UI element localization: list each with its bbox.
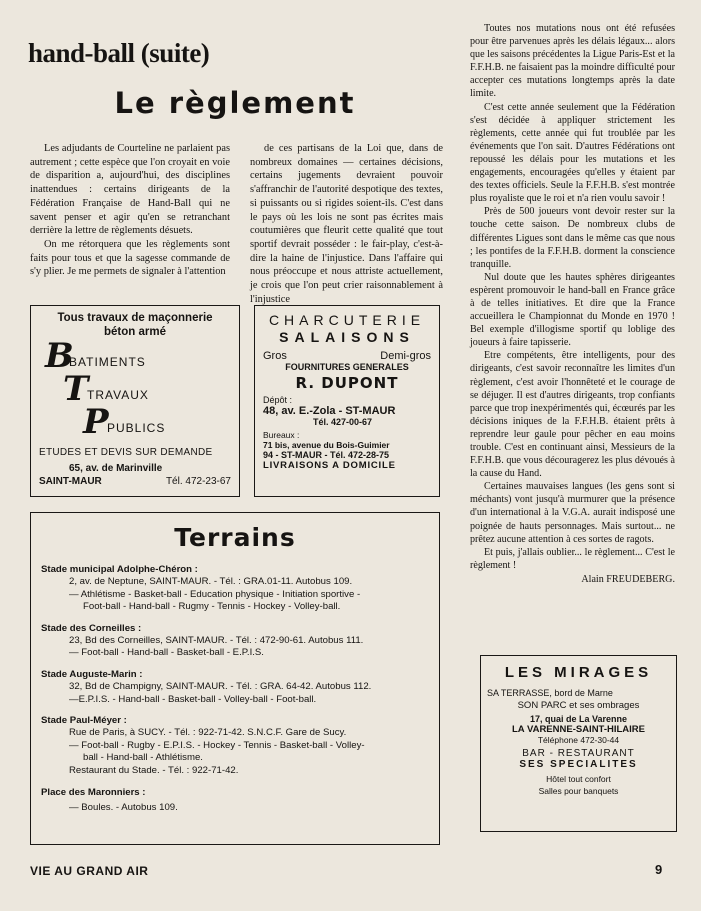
stade-line: 32, Bd de Champigny, SAINT-MAUR. - Tél. : GRA. 64-42. Autobus 112. [69,680,372,692]
ad-mirages-line: SES SPECIALITES [519,759,638,770]
ad-charcuterie-depot-label: Dépôt : [263,395,293,405]
ad-maconnerie-address: 65, av. de Marinville [69,463,163,474]
footer-magazine: VIE AU GRAND AIR [30,864,149,878]
ad-charcuterie-bureaux-line2: 94 - ST-MAUR - Tél. 472-28-75 [263,450,390,460]
ad-charcuterie-livraisons: LIVRAISONS A DOMICILE [263,460,396,471]
btp-letter: P [83,402,109,442]
ad-mirages-line: 17, quai de La Varenne [529,714,628,724]
ad-charcuterie-gros-row [263,350,431,362]
btp-row-travaux [39,369,231,409]
stade-entry [41,563,429,614]
footer-page-number: 9 [655,862,663,877]
stade-entry [41,668,429,706]
ad-charcuterie-depot-address: 48, av. E.-Zola - ST-MAUR [263,405,396,417]
stade-entry [41,714,429,777]
ad-maconnerie-contact [39,476,231,487]
ad-maconnerie-devis: ETUDES ET DEVIS SUR DEMANDE [39,447,213,458]
ad-charcuterie-depot-phone: Tél. 427-00-67 [313,417,373,427]
btp-letter: T [63,369,89,409]
btp-row-publics [39,402,231,442]
ad-les-mirages [480,655,677,832]
ad-charcuterie-title1: CHARCUTERIE [268,312,426,328]
article-paragraph: Les adjudants de Courteline ne parlaient pas autrement ; cette espèce que l'on croyait en voie de disparition a, aujourd'hui, des disciplines inattendues : certains dirigeants de la Fédération Française de Hand-Ball qui ne savent penser et agir qu'en se retranchant derrière la lettre de règlements désuets. [30,143,230,237]
ad-mirages-line: Téléphone 472-30-44 [537,735,620,745]
article-column-1 [30,142,230,279]
stade-entry [41,622,429,660]
stade-line: — Boules. - Autobus 109. [69,801,178,813]
stade-line: —E.P.I.S. - Hand-ball - Basket-ball - Volley-ball - Foot-ball. [69,693,317,705]
stade-name: Place des Maronniers : [41,786,146,798]
btp-word: TRAVAUX [87,388,149,402]
article-paragraph: On me rétorquera que les règlements sont faits pour tous et que la sagesse commande de s'y plier. Je me permets de signaler à l'attention [30,238,230,278]
article-paragraph: Et puis, j'allais oublier... le règlement... C'est le règlement ! [470,546,675,571]
stade-line: Rue de Paris, à SUCY. - Tél. : 922-71-42. S.N.C.F. Gare de Sucy. [69,727,347,739]
btp-word: PUBLICS [107,421,166,435]
stade-line: ball - Hand-ball - Athlétisme. [83,752,203,764]
article-signature: Alain FREUDEBERG. [581,573,675,585]
section-title: hand-ball (suite) [28,38,210,68]
ad-mirages-line: LA VARENNE-SAINT-HILAIRE [512,724,645,735]
stade-line: Foot-ball - Hand-ball - Rugmy - Tennis - Hockey - Volley-ball. [83,601,341,613]
stade-name: Stade municipal Adolphe-Chéron : [41,564,198,575]
ad-charcuterie [254,305,440,497]
ad-maconnerie-line1: Tous travaux de maçonnerie [57,312,213,324]
btp-word: BATIMENTS [69,355,146,369]
ad-mirages-title: LES MIRAGES [504,664,653,681]
ad-maconnerie [30,305,240,497]
ad-maconnerie-city: SAINT-MAUR [39,476,102,487]
ad-charcuterie-bureaux-label: Bureaux : [263,430,300,440]
ad-charcuterie-demigros: Demi-gros [380,350,431,362]
article-column-2 [250,142,443,306]
stade-line: — Foot-ball - Hand-ball - Basket-ball - E.P.I.S. [69,647,264,659]
ad-charcuterie-bureaux-line1: 71 bis, avenue du Bois-Guimier [263,440,390,450]
ad-charcuterie-gros: Gros [263,350,287,362]
terrains-box [30,512,440,845]
article-paragraph: Nul doute que les hautes sphères dirigeantes espèrent promouvoir le hand-ball en France grâce à de telles initiatives. Et dire que la France accueillera le Championnat du Monde en 1970 ! Bel exemple d'illogisme sportif qu loblige des joueurs à faire tapisserie. [470,271,675,349]
btp-letter: B [45,336,74,376]
stade-name: Stade Auguste-Marin : [41,668,143,680]
ad-maconnerie-phone: Tél. 472-23-67 [165,476,231,487]
stade-entry [41,786,429,815]
ad-mirages-line: SA TERRASSE, bord de Marne [487,688,613,698]
terrains-list [41,563,429,814]
ad-mirages-line: Hôtel tout confort [546,774,611,784]
article-paragraph: Certaines mauvaises langues (les gens sont si méchants) vont jusqu'à murmurer que la présence d'un international à la V.G.A. aurait indisposé une poignée de hauts personnages. Mais surtout... ne prêtez aucune attention à ces sortes de ragots. [470,481,675,545]
ad-charcuterie-name: R. DUPONT [295,374,399,392]
ad-charcuterie-title2: SALAISONS [279,329,415,345]
ad-mirages-line: BAR - RESTAURANT [522,748,635,759]
article-paragraph: C'est cette année seulement que la Fédération s'est décidée à appliquer strictement les règlements, cette année qui fut troublée par les événements que l'on sait. D'autres Fédérations ont repoussé les délais pour les mutations et les engagements, encouragées qu'elles y étaient par des textes officiels. Seule la F.F.H.B. s'est montrée plus royaliste que le roi et n'a rien voulu savoir ! [470,101,675,205]
stade-line: — Athlétisme - Basket-ball - Education physique - Initiation sportive - [69,588,361,600]
btp-row-batiments [39,336,231,376]
stade-line: Restaurant du Stade. - Tél. : 922-71-42. [69,764,239,776]
ad-maconnerie-line2: béton armé [104,326,166,338]
terrains-title: Terrains [174,523,296,552]
article-column-3 [470,22,675,586]
article-paragraph: Etre compétents, être intelligents, pour des dirigeants, c'est savoir reconnaître les limites d'un règlement, c'est avoir l'honnêteté et le courage de se déjuger. Il est d'autres dirigeants, trop confiants parce que trop inexpérimentés qui, écœurés par les décisions iniques de la F.F.H.B. étaient prêts à reprendre leur gaule pour pêcher en eau moins trouble. C'est en continuant ainsi, Messieurs de la F.F.H.B. que vous découragerez les plus dévoués à la cause du Hand. [470,350,675,480]
page-heading: Le règlement [114,86,356,120]
ad-mirages-line: SON PARC et ses ombrages [517,700,640,711]
stade-name: Stade Paul-Méyer : [41,715,127,727]
article-paragraph: Toutes nos mutations nous ont été refusées pour être parvenues après les délais légaux... alors que les saisons précédentes la Ligue Paris-Est et la F.F.H.B. ne faisaient pas la moindre difficulté pour accepter ces mutations longtemps après la date limite. [470,23,675,100]
stade-line: 23, Bd des Corneilles, SAINT-MAUR. - Tél. : 472-90-61. Autobus 111. [69,634,364,646]
stade-name: Stade des Corneilles : [41,622,142,634]
article-paragraph: de ces partisans de la Loi que, dans de nombreux domaines — certaines décisions, certains jugements devraient pouvoir s'affranchir de l'autorité despotique des textes, si puissants ou si rigides soient-ils. C'est dans le pays où les lois ne sont pas écrites mais coutumières que fleurit cette qualité que tout sportif devrait posséder : le fair-play, c'est-à-dire la haine de l'injustice. Dans l'affaire qui nous préoccupe et nous attriste actuellement, je crois que l'on peut crier raisonnablement à l'injustice [250,143,443,305]
stade-line: — Foot-ball - Rugby - E.P.I.S. - Hockey - Tennis - Basket-ball - Volley- [69,739,365,751]
ad-charcuterie-fournitures: FOURNITURES GENERALES [285,362,409,372]
stade-line: 2, av. de Neptune, SAINT-MAUR. - Tél. : GRA.01-11. Autobus 109. [69,576,353,587]
ad-mirages-line: Salles pour banquets [538,786,619,796]
article-paragraph: Près de 500 joueurs vont devoir rester sur la touche cette saison. De nombreux clubs de différentes Ligues sont dans le même cas que nous ; les pontifes de la F.F.H.B. dorment la conscience tranquille. [470,206,675,270]
